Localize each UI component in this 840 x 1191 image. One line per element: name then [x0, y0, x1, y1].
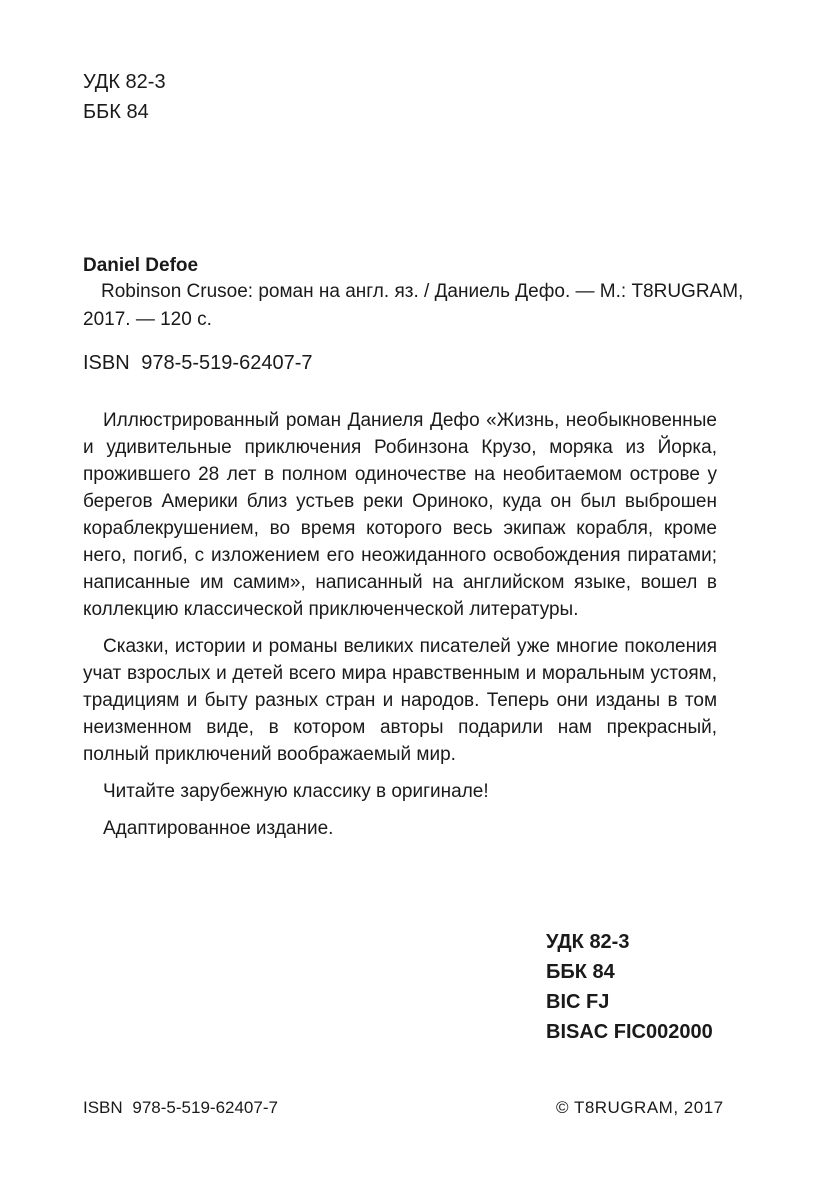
bibliographic-line-1: Robinson Crusoe: роман на англ. яз. / Даниель Дефо. — М.: T8RUGRAM, [101, 281, 744, 302]
bisac-code: BISAC FIC002000 [546, 1021, 713, 1043]
isbn-main: ISBN 978-5-519-62407-7 [83, 352, 313, 374]
annotation [83, 407, 717, 852]
bibliographic-record [83, 278, 744, 334]
annotation-paragraph-4: Адаптированное издание. [103, 818, 334, 839]
udk-code: УДК 82-3 [83, 71, 166, 93]
classification-codes-block [546, 927, 713, 1047]
bbk-code: ББК 84 [83, 101, 149, 123]
annotation-paragraph-2: Сказки, истории и романы великих писателей уже многие поколения учат взрослых и детей всего мира нравственным и моральным устоям, традициям и быту разных стран и народов. Теперь они изданы в том неизменном виде, в котором авторы подарили нам прекрасный, полный приключений воображаемый мир. [83, 636, 717, 765]
bic-code: BIC FJ [546, 991, 610, 1013]
author-name: Daniel Defoe [83, 255, 199, 276]
annotation-paragraph-1: Иллюстрированный роман Даниеля Дефо «Жизнь, необыкновенные и удивительные приключения Робинзона Крузо, моряка из Йорка, прожившего 28 лет в полном одиночестве на необитаемом острове у берегов Америки близ устьев реки Ориноко, куда он был выброшен кораблекрушением, во время которого весь экипаж корабля, кроме него, погиб, с изложением его неожиданного освобождения пиратами; написанные им самим», написанный на английском языке, вошел в коллекцию классической приключенческой литературы. [83, 410, 717, 620]
bbk-code-bold: ББК 84 [546, 961, 615, 983]
bibliographic-line-2: 2017. — 120 с. [83, 309, 212, 330]
top-classification-codes [83, 67, 166, 127]
udk-code-bold: УДК 82-3 [546, 931, 630, 953]
annotation-paragraph-3: Читайте зарубежную классику в оригинале! [103, 781, 489, 802]
footer-copyright: © T8RUGRAM, 2017 [556, 1098, 724, 1117]
footer-isbn: ISBN 978-5-519-62407-7 [83, 1098, 278, 1117]
